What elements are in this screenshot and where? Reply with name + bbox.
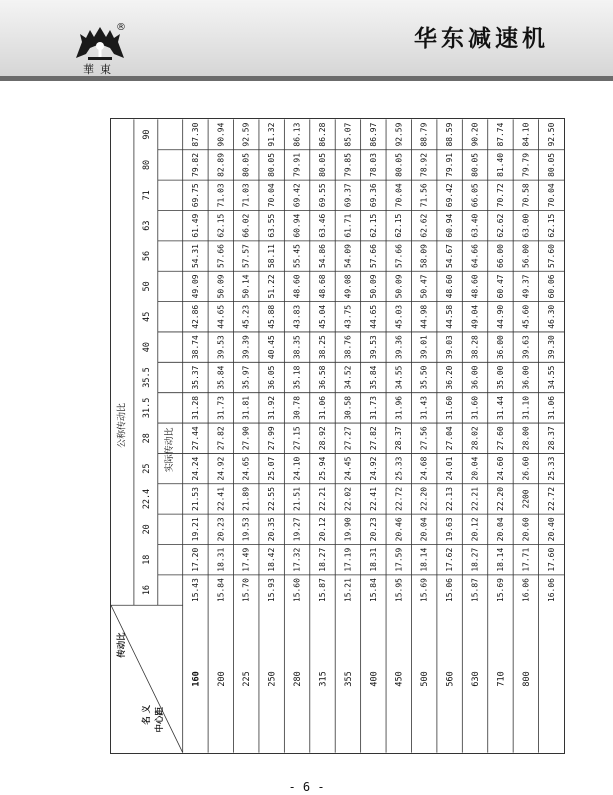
table-cell: 20.23 (216, 517, 226, 542)
table-cell: 21.89 (241, 486, 251, 511)
table-cell: 48.60 (292, 274, 302, 299)
table-cell: 31.43 (419, 395, 429, 420)
header-divider (0, 76, 613, 81)
table-cell: 80.05 (470, 152, 480, 177)
table-cell: 35.18 (292, 365, 302, 390)
table-cell: 22.21 (317, 486, 327, 511)
table-cell: 36.00 (495, 335, 505, 360)
table-cell: 86.28 (317, 122, 327, 147)
center-distance-label: 280 (292, 671, 303, 687)
table-cell: 69.42 (445, 183, 455, 208)
table-cell: 17.19 (343, 547, 353, 572)
table-cell: 39.53 (216, 335, 226, 360)
table-cell: 19.21 (190, 517, 200, 542)
company-name: 华东减速机 (414, 25, 549, 52)
table-cell: 45.04 (317, 304, 327, 329)
table-cell: 48.60 (470, 274, 480, 299)
table-cell: 20.46 (394, 517, 404, 542)
table-cell: 21.51 (292, 486, 302, 511)
table-cell: 18.31 (368, 547, 378, 572)
table-cell: 46.30 (546, 304, 556, 329)
table-cell: 18.42 (267, 547, 277, 572)
table-cell: 87.74 (495, 122, 505, 147)
table-cell: 62.15 (368, 213, 378, 238)
table-cell: 19.90 (343, 517, 353, 542)
table-cell: 36.20 (445, 365, 455, 390)
registered-mark: ® (116, 22, 126, 33)
center-distance-label: 160 (190, 671, 201, 687)
table-cell: 70.04 (394, 183, 404, 208)
table-cell: 15.87 (317, 578, 327, 603)
table-cell: 24.10 (292, 456, 302, 481)
table-cell: 24.92 (368, 456, 378, 481)
table-cell: 40.45 (267, 335, 277, 360)
table-cell: 44.65 (368, 304, 378, 329)
table-cell: 25.33 (394, 456, 404, 481)
table-cell: 79.91 (292, 152, 302, 177)
page-header (0, 0, 613, 76)
table-cell: 15.84 (216, 578, 226, 603)
table-cell: 17.49 (241, 547, 251, 572)
table-cell: 81.40 (495, 152, 505, 177)
table-cell: 18.27 (317, 547, 327, 572)
table-cell: 79.79 (521, 152, 531, 177)
table-cell: 31.92 (267, 395, 277, 420)
table-cell: 79.91 (445, 152, 455, 177)
center-distance-label: 710 (495, 671, 506, 687)
ratio-label: 40 (140, 342, 151, 353)
table-cell: 70.72 (495, 183, 505, 208)
table-cell: 78.03 (368, 152, 378, 177)
table-cell: 54.86 (317, 244, 327, 269)
table-cell: 45.03 (394, 304, 404, 329)
table-cell: 15.21 (343, 578, 353, 603)
table-cell: 70.04 (546, 183, 556, 208)
corner-label-center-distance: 中心距 (153, 707, 164, 733)
table-cell: 34.55 (394, 365, 404, 390)
table-cell: 43.75 (343, 304, 353, 329)
table-cell: 92.59 (241, 122, 251, 147)
table-cell: 18.27 (470, 547, 480, 572)
table-cell: 80.05 (317, 152, 327, 177)
table-cell: 80.05 (267, 152, 277, 177)
table-cell: 35.84 (216, 365, 226, 390)
table-cell: 57.66 (368, 244, 378, 269)
table-cell: 39.63 (521, 335, 531, 360)
table-cell: 24.45 (343, 456, 353, 481)
table-cell: 24.24 (190, 456, 200, 481)
table-cell: 15.43 (190, 578, 200, 603)
table-cell: 50.14 (241, 274, 251, 299)
table-cell: 27.90 (241, 426, 251, 451)
table-cell: 20.40 (546, 517, 556, 542)
table-cell: 50.09 (368, 274, 378, 299)
table-cell: 80.05 (546, 152, 556, 177)
table-cell: 92.50 (546, 122, 556, 147)
ratio-label: 63 (140, 220, 151, 231)
table-cell: 18.14 (495, 547, 505, 572)
nominal-ratio-header: 公称传动比 (117, 403, 128, 448)
table-cell: 87.30 (190, 122, 200, 147)
table-cell: 57.57 (241, 244, 251, 269)
table-cell: 20.04 (470, 456, 480, 481)
table-cell: 36.05 (267, 365, 277, 390)
table-cell: 45.88 (267, 304, 277, 329)
table-cell: 22.72 (546, 486, 556, 511)
center-distance-label: 500 (419, 671, 430, 687)
table-cell: 57.60 (546, 244, 556, 269)
table-cell: 79.82 (190, 152, 200, 177)
table-cell: 48.68 (317, 274, 327, 299)
table-cell: 22.20 (419, 486, 429, 511)
table-cell: 22.72 (394, 486, 404, 511)
table-cell: 88.59 (445, 122, 455, 147)
ratio-table (110, 118, 565, 754)
table-cell: 71.03 (216, 183, 226, 208)
table-cell: 31.06 (317, 395, 327, 420)
table-cell: 17.71 (521, 547, 531, 572)
table-cell: 27.44 (190, 426, 200, 451)
table-cell: 27.15 (292, 426, 302, 451)
table-cell: 31.73 (216, 395, 226, 420)
table-cell: 36.00 (470, 365, 480, 390)
table-cell: 31.06 (546, 395, 556, 420)
table-cell: 20.12 (470, 517, 480, 542)
table-cell: 71.56 (419, 183, 429, 208)
table-cell: 35.37 (190, 365, 200, 390)
table-cell: 54.31 (190, 244, 200, 269)
table-cell: 25.94 (317, 456, 327, 481)
grid-line-corner-diagonal (111, 605, 183, 752)
table-cell: 24.65 (241, 456, 251, 481)
table-cell: 36.58 (317, 365, 327, 390)
table-cell: 26.60 (521, 456, 531, 481)
table-cell: 27.56 (419, 426, 429, 451)
table-cell: 28.37 (394, 426, 404, 451)
table-cell: 38.74 (190, 335, 200, 360)
table-cell: 20.12 (317, 517, 327, 542)
table-cell: 61.49 (190, 213, 200, 238)
table-cell: 66.05 (470, 183, 480, 208)
table-cell: 39.01 (419, 335, 429, 360)
table-cell: 15.87 (470, 578, 480, 603)
table-cell: 58.11 (267, 244, 277, 269)
ratio-table-grid (111, 119, 564, 753)
table-cell: 57.66 (216, 244, 226, 269)
table-cell: 22.13 (445, 486, 455, 511)
table-cell: 38.28 (470, 335, 480, 360)
table-cell: 79.85 (343, 152, 353, 177)
table-cell: 24.01 (445, 456, 455, 481)
table-cell: 15.70 (241, 578, 251, 603)
table-cell: 22.41 (368, 486, 378, 511)
table-cell: 70.58 (521, 183, 531, 208)
table-cell: 35.84 (368, 365, 378, 390)
table-cell: 15.84 (368, 578, 378, 603)
actual-ratio-header: 实际传动比 (165, 427, 176, 473)
table-cell: 24.92 (216, 456, 226, 481)
table-cell: 22.20 (495, 486, 505, 511)
table-cell: 31.81 (241, 395, 251, 420)
table-cell: 38.35 (292, 335, 302, 360)
table-cell: 22.21 (470, 486, 480, 511)
table-cell: 31.28 (190, 395, 200, 420)
table-cell: 20.04 (419, 517, 429, 542)
table-cell: 27.04 (445, 426, 455, 451)
table-cell: 86.13 (292, 122, 302, 147)
table-cell: 15.69 (419, 578, 429, 603)
table-cell: 25.33 (546, 456, 556, 481)
table-cell: 36.00 (521, 365, 531, 390)
table-cell: 16.06 (546, 578, 556, 603)
table-cell: 28.02 (470, 426, 480, 451)
table-cell: 50.09 (216, 274, 226, 299)
table-cell: 49.08 (343, 274, 353, 299)
table-cell: 17.62 (445, 547, 455, 572)
table-cell: 17.60 (546, 547, 556, 572)
table-cell: 31.10 (521, 395, 531, 420)
ratio-label: 90 (140, 129, 151, 140)
table-cell: 19.27 (292, 517, 302, 542)
table-cell: 51.22 (267, 274, 277, 299)
table-cell: 18.31 (216, 547, 226, 572)
table-cell: 21.53 (190, 486, 200, 511)
table-cell: 82.89 (216, 152, 226, 177)
table-cell: 2200 (521, 489, 531, 509)
table-cell: 27.82 (216, 426, 226, 451)
ratio-label: 56 (140, 250, 151, 262)
table-cell: 44.65 (216, 304, 226, 329)
center-distance-label: 450 (393, 671, 404, 687)
table-cell: 34.52 (343, 365, 353, 390)
table-cell: 54.67 (445, 244, 455, 269)
table-cell: 28.00 (521, 426, 531, 451)
table-cell: 85.07 (343, 122, 353, 147)
ratio-label: 71 (140, 190, 151, 201)
page-number: - 6 - (288, 780, 325, 794)
table-cell: 20.04 (495, 517, 505, 542)
table-cell: 15.93 (267, 578, 277, 603)
table-cell: 44.90 (495, 304, 505, 329)
table-cell: 61.71 (343, 213, 353, 238)
table-cell: 24.68 (419, 456, 429, 481)
table-cell: 31.44 (495, 395, 505, 420)
table-cell: 27.27 (343, 426, 353, 451)
ratio-label: 28 (140, 433, 151, 444)
ratio-label: 22.4 (140, 488, 151, 510)
center-distance-label: 355 (342, 671, 353, 687)
table-cell: 45.60 (521, 304, 531, 329)
table-cell: 66.00 (495, 244, 505, 269)
table-cell: 69.36 (368, 183, 378, 208)
table-cell: 69.75 (190, 183, 200, 208)
table-cell: 90.94 (216, 122, 226, 147)
table-cell: 38.25 (317, 335, 327, 360)
table-cell: 20.35 (267, 517, 277, 542)
table-cell: 42.86 (190, 304, 200, 329)
table-cell: 39.03 (445, 335, 455, 360)
table-cell: 84.10 (521, 122, 531, 147)
table-cell: 44.98 (419, 304, 429, 329)
table-cell: 39.39 (241, 335, 251, 360)
table-cell: 17.59 (394, 547, 404, 572)
table-cell: 34.55 (546, 365, 556, 390)
table-cell: 50.09 (394, 274, 404, 299)
table-cell: 31.60 (470, 395, 480, 420)
table-cell: 44.58 (445, 304, 455, 329)
table-cell: 39.30 (546, 335, 556, 360)
table-cell: 22.41 (216, 486, 226, 511)
table-cell: 35.00 (495, 365, 505, 390)
center-distance-label: 400 (368, 671, 379, 687)
table-cell: 71.03 (241, 183, 251, 208)
table-cell: 18.14 (419, 547, 429, 572)
center-distance-label: 200 (215, 671, 226, 687)
table-cell: 22.02 (343, 486, 353, 511)
table-cell: 50.47 (419, 274, 429, 299)
table-cell: 17.32 (292, 547, 302, 572)
center-distance-label: 250 (266, 671, 277, 687)
table-cell: 39.36 (394, 335, 404, 360)
table-cell: 60.94 (445, 213, 455, 238)
center-distance-label: 560 (444, 671, 455, 687)
table-cell: 15.69 (495, 578, 505, 603)
table-cell: 38.76 (343, 335, 353, 360)
table-cell: 25.07 (267, 456, 277, 481)
table-cell: 66.02 (241, 213, 251, 238)
table-cell: 54.09 (343, 244, 353, 269)
table-cell: 88.79 (419, 122, 429, 147)
table-cell: 30.58 (343, 395, 353, 420)
table-cell: 60.06 (546, 274, 556, 299)
logo-text: 華東 (83, 63, 117, 76)
table-cell: 19.63 (445, 517, 455, 542)
table-cell: 69.42 (292, 183, 302, 208)
center-distance-label: 630 (470, 671, 481, 687)
table-cell: 63.40 (470, 213, 480, 238)
table-cell: 15.95 (394, 578, 404, 603)
ratio-label: 45 (140, 311, 151, 322)
table-cell: 69.37 (343, 183, 353, 208)
table-cell: 31.96 (394, 395, 404, 420)
table-cell: 20.23 (368, 517, 378, 542)
table-cell: 62.15 (394, 213, 404, 238)
table-cell: 78.92 (419, 152, 429, 177)
table-cell: 49.09 (190, 274, 200, 299)
table-cell: 57.66 (394, 244, 404, 269)
table-cell: 56.00 (521, 244, 531, 269)
center-distance-label: 225 (241, 671, 252, 687)
table-cell: 27.99 (267, 426, 277, 451)
table-cell: 58.09 (419, 244, 429, 269)
table-cell: 92.59 (394, 122, 404, 147)
ratio-label: 16 (140, 584, 151, 596)
table-cell: 22.55 (267, 486, 277, 511)
table-cell: 27.60 (495, 426, 505, 451)
table-cell: 30.78 (292, 395, 302, 420)
corner-label-nominal: 名 义 (140, 704, 151, 725)
table-cell: 86.97 (368, 122, 378, 147)
center-distance-label: 315 (317, 671, 328, 687)
center-distance-label: 800 (520, 671, 531, 687)
table-cell: 16.06 (521, 578, 531, 603)
table-cell: 80.05 (241, 152, 251, 177)
table-cell: 55.45 (292, 244, 302, 269)
table-cell: 70.04 (267, 183, 277, 208)
table-cell: 63.55 (267, 213, 277, 238)
table-cell: 60.47 (495, 274, 505, 299)
table-cell: 27.82 (368, 426, 378, 451)
table-cell: 62.15 (546, 213, 556, 238)
table-cell: 35.50 (419, 365, 429, 390)
table-cell: 28.37 (546, 426, 556, 451)
table-cell: 62.62 (419, 213, 429, 238)
ratio-label: 50 (140, 281, 151, 292)
table-cell: 15.06 (445, 578, 455, 603)
corner-label-ratio: 传动比 (115, 632, 126, 658)
table-cell: 80.05 (394, 152, 404, 177)
ratio-label: 35.5 (140, 367, 151, 388)
table-cell: 62.62 (495, 213, 505, 238)
ratio-label: 80 (140, 159, 151, 171)
ratio-label: 18 (140, 554, 151, 565)
ratio-label: 31.5 (140, 397, 151, 419)
table-cell: 24.60 (495, 456, 505, 481)
ratio-label: 20 (140, 524, 151, 535)
table-cell: 43.83 (292, 304, 302, 329)
table-cell: 91.32 (267, 122, 277, 147)
table-cell: 62.15 (216, 213, 226, 238)
table-cell: 31.60 (445, 395, 455, 420)
table-cell: 17.20 (190, 547, 200, 572)
table-cell: 20.60 (521, 517, 531, 542)
table-cell: 49.04 (470, 304, 480, 329)
table-cell: 90.20 (470, 122, 480, 147)
table-cell: 35.97 (241, 365, 251, 390)
table-cell: 45.23 (241, 304, 251, 329)
table-cell: 64.66 (470, 244, 480, 269)
table-cell: 28.92 (317, 426, 327, 451)
table-cell: 63.00 (521, 213, 531, 238)
table-cell: 39.53 (368, 335, 378, 360)
table-cell: 19.53 (241, 517, 251, 542)
table-cell: 69.55 (317, 183, 327, 208)
table-cell: 31.73 (368, 395, 378, 420)
table-cell: 60.94 (292, 213, 302, 238)
table-cell: 63.46 (317, 213, 327, 238)
table-cell: 48.60 (445, 274, 455, 299)
table-cell: 49.37 (521, 274, 531, 299)
ratio-label: 25 (140, 463, 151, 474)
table-cell: 15.60 (292, 578, 302, 603)
